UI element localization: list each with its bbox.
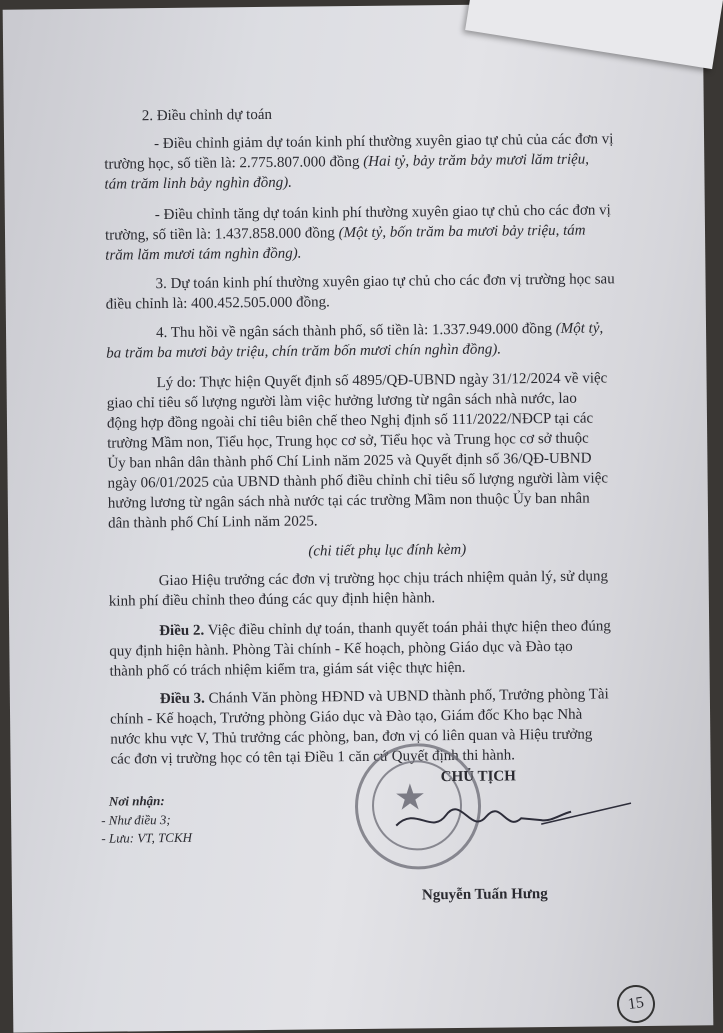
increase-line-3: trăm lăm mươi tám nghìn đồng). [105, 245, 302, 264]
assign-line-1: Giao Hiệu trưởng các đơn vị trường học chịu trách nhiệm quản lý, sử dụng [158, 568, 609, 590]
reason-line: giao chỉ tiêu số lượng người làm việc hưởng lương từ ngân sách nhà nước, lao [106, 390, 577, 412]
decrease-line-2: trường học, số tiền là: 2.775.807.000 đồng (Hai tỷ, bảy trăm bảy mươi lăm triệu, [104, 151, 590, 173]
appendix-note: (chi tiết phụ lục đính kèm) [308, 541, 467, 560]
reason-line: ngày 06/01/2025 của UBND thành phố điều chỉnh chỉ tiêu số lượng người làm việc [107, 470, 609, 492]
recipients-title: Nơi nhận: [108, 793, 165, 809]
increase-line-1: - Điều chỉnh tăng dự toán kinh phí thường xuyên giao tự chủ cho các đơn vị [154, 202, 611, 224]
recipient-item: - Như điều 3; [101, 811, 171, 828]
assign-line-2: kinh phí điều chỉnh theo đúng các quy định hiện hành. [108, 590, 436, 610]
document-page [3, 2, 714, 1032]
reason-line: dân thành phố Chí Linh năm 2025. [107, 513, 318, 532]
article-3-line-1: Điều 3. Chánh Văn phòng HĐND và UBND thành phố, Trưởng phòng Tài [159, 686, 609, 708]
star-icon: ★ [393, 777, 427, 818]
decrease-line-1: - Điều chỉnh giảm dự toán kinh phí thường xuyên giao tự chủ của các đơn vị [153, 131, 614, 153]
article-2-line-2: quy định hiện hành. Phòng Tài chính - Kế hoạch, phòng Giáo dục và Đào tạo [109, 638, 573, 660]
section-4-line-2: ba trăm ba mươi bảy triệu, chín trăm bốn mươi chín nghìn đồng). [106, 341, 502, 362]
article-3-line-3: nước khu vực V, Thủ trưởng các phòng, ban, đơn vị có liên quan và Hiệu trưởng [110, 726, 593, 748]
increase-line-2: trường, số tiền là: 1.437.858.000 đồng (Một tỷ, bốn trăm ba mươi bảy triệu, tám [104, 222, 586, 244]
article-2-line-1: Điều 2. Việc điều chỉnh dự toán, thanh quyết toán phải thực hiện theo đúng [159, 618, 611, 640]
reason-line: Lý do: Thực hiện Quyết định số 4895/QĐ-UBND ngày 31/12/2024 về việc [156, 370, 608, 392]
section-3-line-2: điều chỉnh là: 400.452.505.000 đồng. [105, 294, 330, 313]
recipient-item: - Lưu: VT, TCKH [101, 829, 193, 846]
article-2-line-3: thành phố có trách nhiệm kiểm tra, giám sát việc thực hiện. [109, 659, 466, 680]
reason-line: Ủy ban nhân dân thành phố Chí Linh năm 2025 và Quyết định số 36/QĐ-UBND [107, 450, 592, 472]
reason-line: trường Mầm non, Tiểu học, Trung học cơ sở, Tiểu học và Trung học cơ sở thuộc [107, 430, 589, 452]
page-number: 15 [615, 983, 658, 1026]
signer-name: Nguyễn Tuấn Hưng [421, 886, 548, 904]
section-3-line-1: 3. Dự toán kinh phí thường xuyên giao tự chủ cho các đơn vị trường học sau [155, 271, 615, 293]
decrease-line-3: tám trăm linh bảy nghìn đồng). [104, 174, 293, 193]
article-3-line-4: các đơn vị trường học có tên tại Điều 1 căn cứ Quyết định thi hành. [110, 747, 516, 768]
handwritten-signature [391, 793, 642, 856]
section-2-title: 2. Điều chỉnh dự toán [141, 106, 273, 125]
section-4-line-1: 4. Thu hồi về ngân sách thành phố, số tiền là: 1.337.949.000 đồng (Một tỷ, [155, 320, 604, 342]
article-3-line-2: chính - Kế hoạch, Trưởng phòng Giáo dục và Đào tạo, Giám đốc Kho bạc Nhà [110, 706, 583, 728]
reason-line: hưởng lương từ ngân sách nhà nước tại các trường Mầm non thuộc Ủy ban nhân [107, 490, 590, 512]
signer-position: CHỦ TỊCH [440, 768, 516, 786]
reason-line: động hợp đồng ngoài chỉ tiêu biên chế theo Nghị định số 111/2022/NĐCP tại các [106, 410, 594, 432]
